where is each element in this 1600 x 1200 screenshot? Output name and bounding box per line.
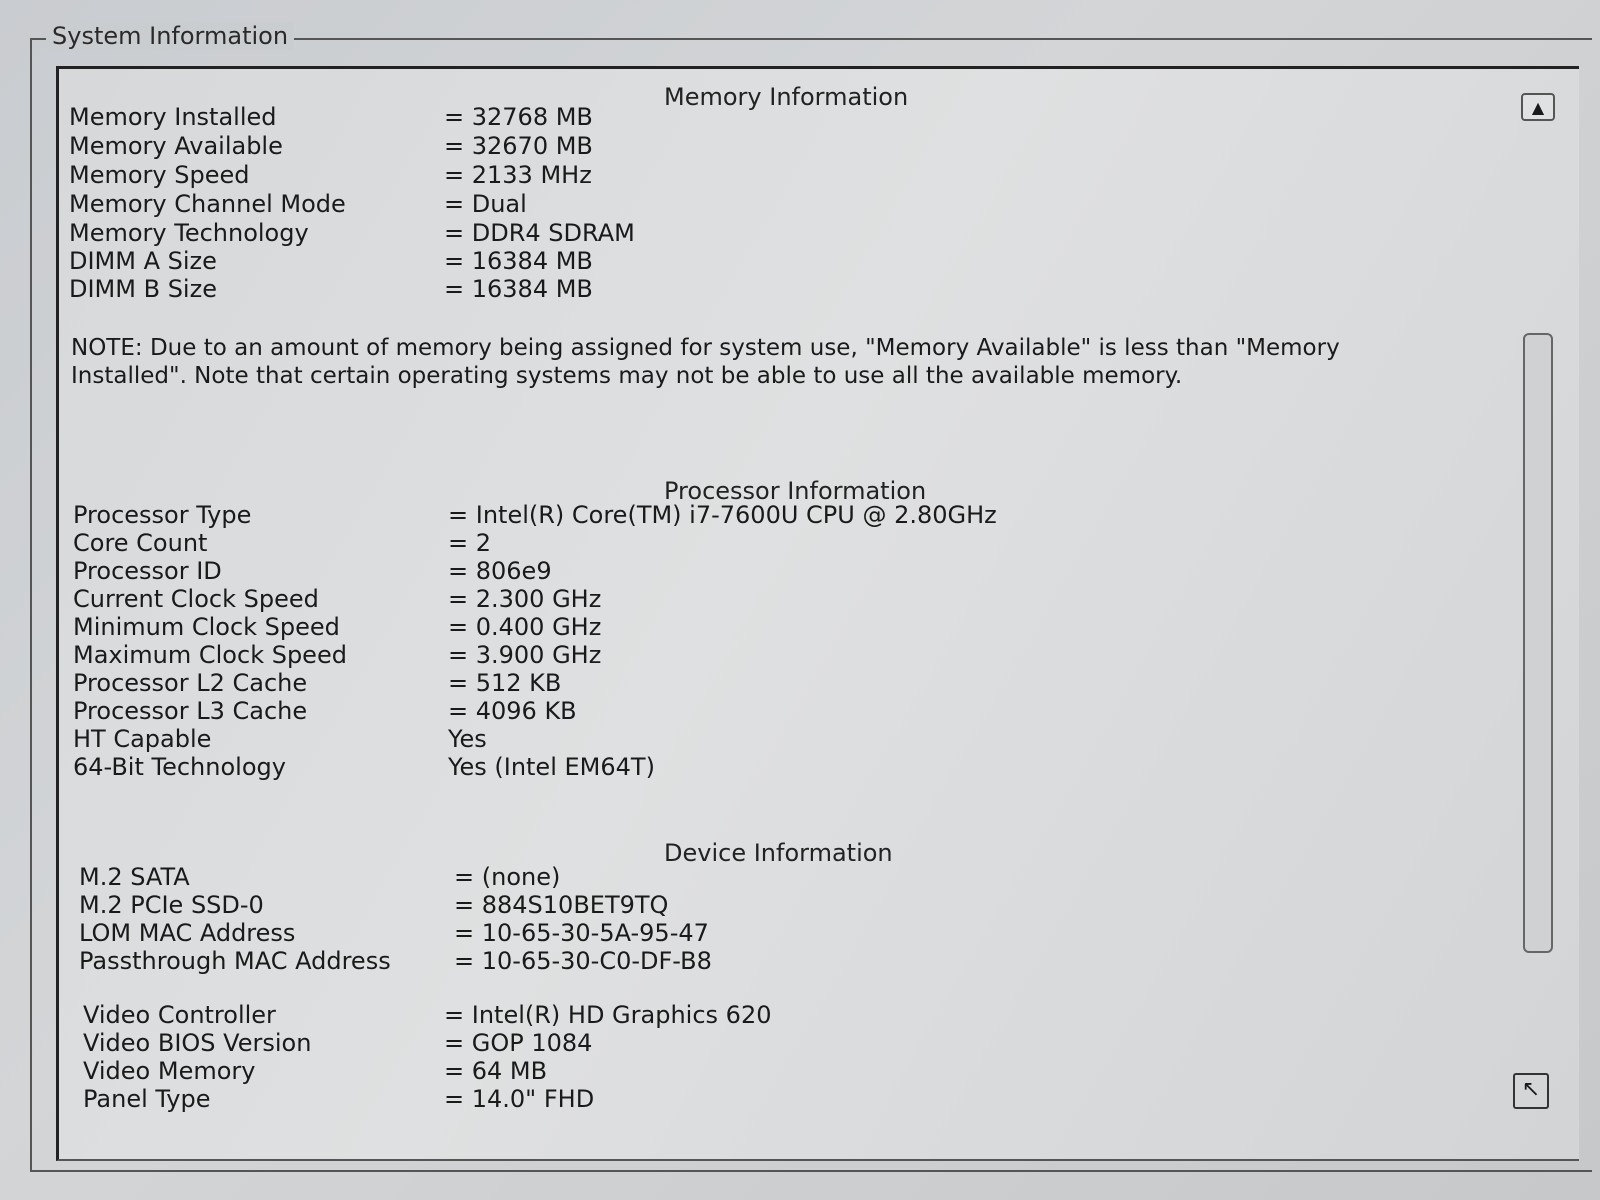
row-value: = 512 KB xyxy=(448,669,562,697)
row-value: = Intel(R) HD Graphics 620 xyxy=(444,1001,772,1029)
row-label: Processor L3 Cache xyxy=(73,697,308,725)
group-title: System Information xyxy=(46,22,294,50)
row-value: = 2133 MHz xyxy=(444,161,592,189)
row-value: = 10-65-30-C0-DF-B8 xyxy=(454,947,712,975)
row-label: HT Capable xyxy=(73,725,212,753)
row-label: Maximum Clock Speed xyxy=(73,641,347,669)
memory-note: NOTE: Due to an amount of memory being assigned for system use, "Memory Available" is less than "Memory Installed". Note that certain operating systems may not be able to use all the available memory. xyxy=(71,335,1340,389)
row-label: DIMM A Size xyxy=(69,247,217,275)
info-panel xyxy=(56,66,1579,1161)
scroll-thumb[interactable] xyxy=(1523,333,1553,953)
row-value: = 32670 MB xyxy=(444,132,593,160)
row-value: = 2.300 GHz xyxy=(448,585,602,613)
row-label: M.2 PCIe SSD-0 xyxy=(79,891,264,919)
row-label: Memory Speed xyxy=(69,161,250,189)
row-label: Minimum Clock Speed xyxy=(73,613,340,641)
row-value: = 4096 KB xyxy=(448,697,577,725)
row-value: = 10-65-30-5A-95-47 xyxy=(454,919,709,947)
row-value: = Dual xyxy=(444,190,527,218)
row-label: 64-Bit Technology xyxy=(73,753,286,781)
row-label: Video Memory xyxy=(83,1057,256,1085)
row-value: = 884S10BET9TQ xyxy=(454,891,669,919)
row-label: LOM MAC Address xyxy=(79,919,296,947)
row-label: Processor ID xyxy=(73,557,222,585)
row-label: Core Count xyxy=(73,529,208,557)
memory-heading: Memory Information xyxy=(664,83,909,111)
scroll-up-button[interactable] xyxy=(1521,93,1555,121)
row-value: = 0.400 GHz xyxy=(448,613,602,641)
row-value: Yes (Intel EM64T) xyxy=(448,753,655,781)
row-value: = DDR4 SDRAM xyxy=(444,219,635,247)
row-value: = GOP 1084 xyxy=(444,1029,593,1057)
row-label: DIMM B Size xyxy=(69,275,217,303)
row-value: = 16384 MB xyxy=(444,275,593,303)
vertical-scrollbar[interactable] xyxy=(1521,93,1555,1133)
row-label: Panel Type xyxy=(83,1085,211,1113)
row-value: = 16384 MB xyxy=(444,247,593,275)
device-heading: Device Information xyxy=(664,839,893,867)
triangle-up-icon: ▲ xyxy=(1531,98,1545,117)
row-value: = 3.900 GHz xyxy=(448,641,602,669)
mouse-cursor-icon: ↖ xyxy=(1513,1073,1549,1109)
row-value: Yes xyxy=(448,725,487,753)
row-value: = Intel(R) Core(TM) i7-7600U CPU @ 2.80GHz xyxy=(448,501,997,529)
row-value: = 806e9 xyxy=(448,557,552,585)
row-label: Memory Technology xyxy=(69,219,309,247)
row-label: M.2 SATA xyxy=(79,863,190,891)
row-label: Video BIOS Version xyxy=(83,1029,312,1057)
row-value: = 64 MB xyxy=(444,1057,548,1085)
row-value: = 32768 MB xyxy=(444,103,593,131)
row-value: = 14.0" FHD xyxy=(444,1085,595,1113)
row-label: Memory Available xyxy=(69,132,283,160)
processor-heading: Processor Information xyxy=(664,477,927,505)
row-label: Passthrough MAC Address xyxy=(79,947,391,975)
row-label: Memory Channel Mode xyxy=(69,190,346,218)
row-label: Memory Installed xyxy=(69,103,277,131)
row-label: Processor L2 Cache xyxy=(73,669,308,697)
row-value: = (none) xyxy=(454,863,561,891)
row-value: = 2 xyxy=(448,529,492,557)
row-label: Processor Type xyxy=(73,501,252,529)
row-label: Current Clock Speed xyxy=(73,585,319,613)
row-label: Video Controller xyxy=(83,1001,276,1029)
